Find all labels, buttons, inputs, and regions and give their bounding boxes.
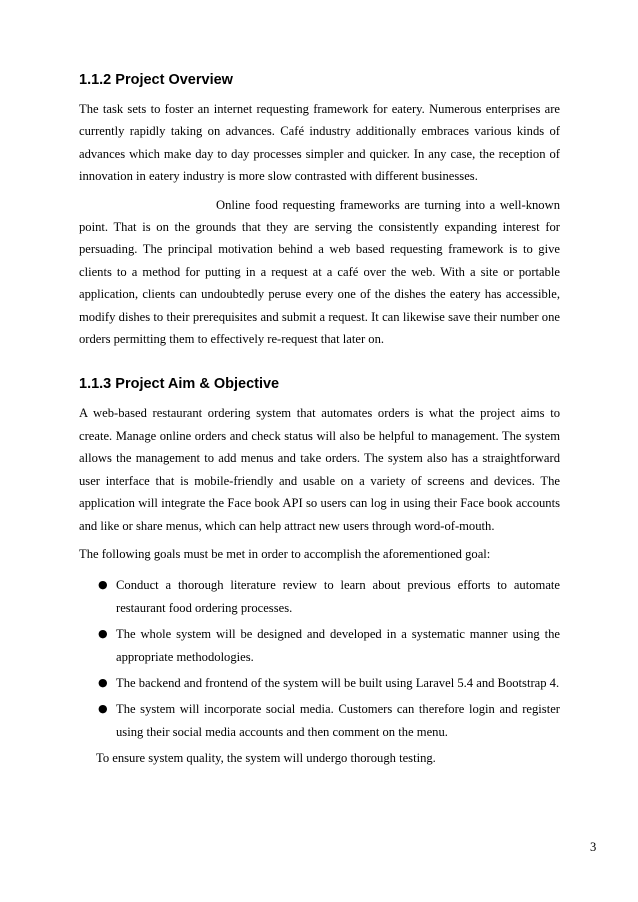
list-item [79,698,560,743]
section-heading-project-aim: 1.1.3 Project Aim & Objective [79,376,280,393]
bullet-icon: ● [98,675,108,689]
closing-paragraph: To ensure system quality, the system will undergo thorough testing. [96,751,436,766]
goals-list [79,574,560,743]
aim-paragraph-2: The following goals must be met in order to accomplish the aforementioned goal: [79,546,491,561]
section-heading-project-overview: 1.1.2 Project Overview [79,72,233,88]
page-content [79,63,560,770]
list-item [79,574,560,619]
overview-paragraph-2: Online food requesting frameworks are turning into a well-known point. That is on the grounds that they are serving the consistently expanding interest for persuading. The principal motivation behind a web based requesting framework is to give clients to a method for putting in a request at a café over the web. With a site or portable application, clients can undoubtedly peruse every one of the dishes the eatery has accessible, modify dishes to their prerequisites and submit a request. It can likewise save their number one orders permitting them to effectively re-request that later on. [79,197,560,347]
list-item [79,672,560,694]
aim-paragraph-1: A web-based restaurant ordering system that automates orders is what the project aims to create. Manage online orders and check status will also be helpful to management. The system allows the management to add menus and take orders. The system also has a straightforward user interface that is mobile-friendly and usable on a variety of screens and devices. The application will integrate the Face book API so users can log in using their Face book accounts and like or share menus, which can help attract new users through word-of-mouth. [79,406,560,533]
goal-text: Conduct a thorough literature review to learn about previous efforts to automate restaurant food ordering processes. [116,578,560,615]
overview-paragraph-1: The task sets to foster an internet requesting framework for eatery. Numerous enterprises are currently rapidly taking on advances. Café industry additionally embraces various kinds of advances which make day to day processes simpler and quicker. In any case, the reception of innovation in eatery industry is more slow contrasted with different businesses. [79,102,560,184]
goal-text: The system will incorporate social media. Customers can therefore login and register using their social media accounts and then comment on the menu. [116,702,560,739]
goal-text: The whole system will be designed and developed in a systematic manner using the appropriate methodologies. [116,627,560,664]
bullet-icon: ● [98,578,108,592]
goal-text: The backend and frontend of the system will be built using Laravel 5.4 and Bootstrap 4. [116,675,560,690]
list-item [79,623,560,668]
bullet-icon: ● [98,702,108,716]
bullet-icon: ● [98,627,108,641]
page-number: 3 [590,840,597,854]
